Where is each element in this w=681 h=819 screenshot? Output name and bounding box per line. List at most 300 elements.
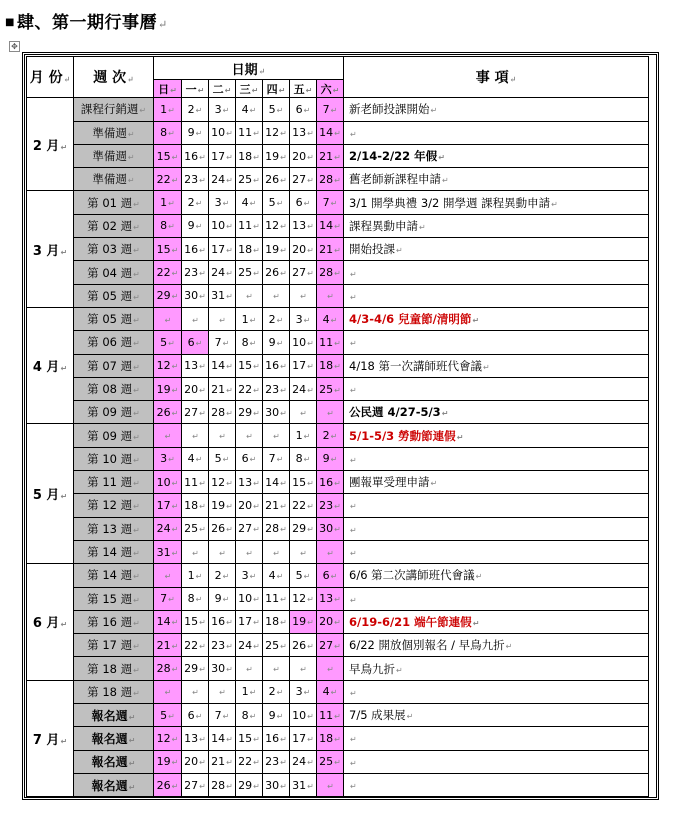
paragraph-mark-icon: ↵: [350, 782, 357, 792]
paragraph-mark-icon: ↵: [280, 129, 287, 139]
weekday-cell: [263, 80, 290, 98]
date-cell: [290, 144, 317, 167]
paragraph-mark-icon: ↵: [192, 432, 199, 442]
paragraph-mark-icon: ↵: [199, 478, 206, 488]
paragraph-mark-icon: ↵: [133, 292, 140, 302]
date-value: 18: [319, 359, 334, 373]
week-cell: [74, 634, 154, 657]
date-cell: [209, 261, 236, 284]
date-value: 22: [156, 266, 171, 280]
date-cell: [154, 168, 182, 191]
table-row: [27, 494, 649, 517]
paragraph-mark-icon: ↵: [334, 595, 341, 605]
paragraph-mark-icon: ↵: [330, 571, 338, 581]
date-cell: [236, 354, 263, 377]
date-value: 16: [265, 359, 280, 373]
paragraph-mark-icon: ↵: [330, 688, 338, 698]
date-value: 20: [292, 242, 307, 256]
date-value: 8: [187, 592, 195, 606]
event-cell: [344, 634, 649, 657]
paragraph-mark-icon: ↵: [192, 315, 199, 325]
table-row: [27, 634, 649, 657]
date-cell: [209, 307, 236, 330]
date-value: 16: [319, 475, 334, 489]
date-cell: [236, 447, 263, 470]
event-cell: [344, 121, 649, 144]
date-cell: [209, 424, 236, 447]
paragraph-mark-icon: ↵: [303, 571, 311, 581]
week-cell: [74, 401, 154, 424]
date-value: 23: [265, 755, 280, 769]
paragraph-mark-icon: ↵: [133, 642, 140, 652]
date-value: 16: [211, 615, 226, 629]
date-cell: [317, 540, 344, 563]
date-value: 11: [184, 475, 199, 489]
paragraph-mark-icon: ↵: [133, 246, 140, 256]
paragraph-mark-icon: ↵: [280, 758, 287, 768]
date-cell: [236, 261, 263, 284]
paragraph-mark-icon: ↵: [280, 269, 287, 279]
date-header: 日期↵: [154, 57, 344, 80]
date-cell: [317, 214, 344, 237]
date-cell: [317, 704, 344, 727]
paragraph-mark-icon: ↵: [280, 478, 287, 488]
date-cell: [236, 331, 263, 354]
paragraph-mark-icon: ↵: [307, 175, 314, 185]
date-cell: [209, 773, 236, 796]
paragraph-mark-icon: ↵: [171, 408, 179, 418]
week-cell: [74, 98, 154, 121]
date-cell: [263, 214, 290, 237]
paragraph-mark-icon: ↵: [60, 620, 68, 630]
date-cell: [154, 191, 182, 214]
date-value: 22: [184, 638, 199, 652]
date-cell: [209, 540, 236, 563]
date-cell: [290, 773, 317, 796]
paragraph-mark-icon: ↵: [168, 222, 175, 232]
date-value: 5: [268, 196, 276, 210]
paragraph-mark-icon: ↵: [334, 362, 341, 372]
table-row: [27, 284, 649, 307]
date-cell: [263, 773, 290, 796]
paragraph-mark-icon: ↵: [249, 338, 257, 348]
date-value: 1: [160, 102, 168, 116]
date-value: 14: [156, 615, 171, 629]
date-cell: [209, 98, 236, 121]
event-cell: [344, 750, 649, 773]
paragraph-mark-icon: ↵: [330, 432, 338, 442]
event-cell: [344, 727, 649, 750]
paragraph-mark-icon: ↵: [280, 734, 287, 744]
table-row: [27, 354, 649, 377]
date-cell: [290, 447, 317, 470]
paragraph-mark-icon: ↵: [222, 711, 230, 721]
week-label: 第 05 週: [87, 288, 133, 303]
date-cell: [154, 494, 182, 517]
date-value: 31: [292, 778, 307, 792]
date-value: 10: [292, 708, 307, 722]
paragraph-mark-icon: ↵: [307, 245, 314, 255]
week-cell: [74, 144, 154, 167]
weekday-label: 三: [239, 82, 251, 96]
date-cell: [154, 517, 182, 540]
paragraph-mark-icon: ↵: [276, 338, 284, 348]
week-cell: [74, 750, 154, 773]
paragraph-mark-icon: ↵: [430, 479, 438, 489]
date-cell: [236, 238, 263, 261]
weekday-cell: [317, 80, 344, 98]
date-cell: [317, 610, 344, 633]
date-value: 5: [214, 452, 222, 466]
paragraph-mark-icon: ↵: [276, 571, 284, 581]
date-cell: [317, 98, 344, 121]
paragraph-mark-icon: ↵: [222, 199, 230, 209]
date-cell: [290, 284, 317, 307]
date-value: 2: [214, 568, 222, 582]
paragraph-mark-icon: ↵: [280, 408, 287, 418]
paragraph-mark-icon: ↵: [300, 548, 307, 558]
date-cell: [290, 401, 317, 424]
date-value: 13: [238, 475, 253, 489]
date-cell: [182, 773, 209, 796]
paragraph-mark-icon: ↵: [334, 129, 341, 139]
date-cell: [154, 680, 182, 703]
paragraph-mark-icon: ↵: [280, 618, 287, 628]
date-cell: [209, 354, 236, 377]
event-text: 公民週 4/27-5/3: [349, 405, 441, 420]
paragraph-mark-icon: ↵: [276, 105, 284, 115]
week-cell: [74, 354, 154, 377]
date-value: 2: [187, 196, 195, 210]
date-value: 9: [322, 452, 330, 466]
date-value: 20: [319, 615, 334, 629]
date-cell: [317, 750, 344, 773]
date-value: 26: [156, 405, 171, 419]
date-cell: [290, 657, 317, 680]
date-value: 2: [268, 685, 276, 699]
paragraph-mark-icon: ↵: [199, 408, 206, 418]
date-cell: [236, 634, 263, 657]
week-label: 課程行銷週: [80, 102, 139, 117]
date-cell: [154, 354, 182, 377]
date-value: 21: [265, 498, 280, 512]
week-label: 準備週: [92, 149, 127, 164]
date-cell: [263, 680, 290, 703]
date-cell: [236, 610, 263, 633]
table-row: [27, 540, 649, 563]
paragraph-mark-icon: ↵: [133, 572, 140, 582]
date-value: 7: [322, 102, 330, 116]
date-cell: [182, 657, 209, 680]
date-value: 16: [184, 242, 199, 256]
date-cell: [154, 587, 182, 610]
paragraph-mark-icon: ↵: [280, 525, 287, 535]
paragraph-mark-icon: ↵: [192, 548, 199, 558]
date-cell: [182, 401, 209, 424]
week-label: 第 18 週: [87, 684, 133, 699]
date-value: 18: [265, 615, 280, 629]
date-cell: [236, 401, 263, 424]
paragraph-mark-icon: ↵: [164, 315, 172, 325]
event-cell: [344, 377, 649, 400]
paragraph-mark-icon: ↵: [133, 362, 140, 372]
paragraph-mark-icon: ↵: [350, 688, 357, 698]
date-value: 20: [238, 498, 253, 512]
paragraph-mark-icon: ↵: [350, 758, 357, 768]
date-cell: [209, 284, 236, 307]
paragraph-mark-icon: ↵: [60, 736, 68, 746]
table-row: [27, 238, 649, 261]
date-value: 7: [160, 592, 168, 606]
week-label: 第 09 週: [87, 428, 133, 443]
paragraph-mark-icon: ↵: [128, 759, 136, 769]
paragraph-mark-icon: ↵: [253, 385, 260, 395]
date-value: 7: [322, 196, 330, 210]
week-label: 準備週: [92, 172, 127, 187]
week-cell: [74, 424, 154, 447]
paragraph-mark-icon: ↵: [199, 292, 206, 302]
paragraph-mark-icon: ↵: [171, 665, 179, 675]
date-value: 4: [268, 568, 276, 582]
date-cell: [209, 727, 236, 750]
date-value: 18: [238, 149, 253, 163]
table-move-handle-icon[interactable]: ✥: [9, 41, 20, 52]
date-value: 17: [211, 149, 226, 163]
date-value: 11: [238, 219, 253, 233]
paragraph-mark-icon: ↵: [276, 688, 284, 698]
event-cell: [344, 307, 649, 330]
paragraph-mark-icon: ↵: [222, 571, 230, 581]
paragraph-mark-icon: ↵: [226, 618, 233, 628]
paragraph-mark-icon: ↵: [164, 432, 172, 442]
paragraph-mark-icon: ↵: [251, 85, 259, 95]
week-label: 第 14 週: [87, 545, 133, 560]
paragraph-mark-icon: ↵: [350, 386, 357, 395]
paragraph-mark-icon: ↵: [249, 315, 257, 325]
paragraph-mark-icon: ↵: [133, 665, 140, 675]
date-value: 6: [241, 452, 249, 466]
paragraph-mark-icon: ↵: [133, 549, 140, 559]
date-cell: [236, 121, 263, 144]
date-value: 11: [319, 335, 334, 349]
paragraph-mark-icon: ↵: [60, 142, 68, 152]
date-value: 12: [211, 475, 226, 489]
paragraph-mark-icon: ↵: [280, 222, 287, 232]
paragraph-mark-icon: ↵: [303, 199, 311, 209]
paragraph-mark-icon: ↵: [199, 618, 206, 628]
weekday-cell: [209, 80, 236, 98]
date-cell: [154, 377, 182, 400]
date-value: 1: [241, 312, 249, 326]
date-cell: [154, 98, 182, 121]
date-value: 17: [292, 359, 307, 373]
date-value: 6: [187, 335, 195, 349]
paragraph-mark-icon: ↵: [253, 758, 260, 768]
paragraph-mark-icon: ↵: [505, 642, 513, 652]
date-value: 30: [265, 405, 280, 419]
week-cell: [74, 773, 154, 796]
calendar-table: [26, 56, 649, 797]
date-cell: [236, 517, 263, 540]
date-value: 11: [265, 592, 280, 606]
date-value: 29: [292, 522, 307, 536]
week-cell: [74, 704, 154, 727]
date-value: 1: [295, 429, 303, 443]
table-row: [27, 587, 649, 610]
paragraph-mark-icon: ↵: [171, 548, 179, 558]
paragraph-mark-icon: ↵: [327, 408, 334, 418]
weekday-cell: [182, 80, 209, 98]
date-cell: [263, 307, 290, 330]
paragraph-mark-icon: ↵: [273, 548, 280, 558]
date-cell: [154, 634, 182, 657]
paragraph-mark-icon: ↵: [327, 781, 334, 791]
date-cell: [154, 610, 182, 633]
date-cell: [263, 540, 290, 563]
paragraph-mark-icon: ↵: [195, 222, 203, 232]
paragraph-mark-icon: ↵: [168, 129, 175, 139]
date-cell: [290, 634, 317, 657]
date-value: 1: [160, 196, 168, 210]
paragraph-mark-icon: ↵: [307, 152, 314, 162]
paragraph-mark-icon: ↵: [472, 316, 480, 326]
date-cell: [209, 657, 236, 680]
weekday-cell: [290, 80, 317, 98]
date-cell: [182, 331, 209, 354]
date-value: 7: [214, 708, 222, 722]
date-cell: [154, 657, 182, 680]
paragraph-mark-icon: ↵: [219, 315, 226, 325]
paragraph-mark-icon: ↵: [171, 781, 179, 791]
week-label: 第 18 週: [87, 661, 133, 676]
date-value: 3: [214, 196, 222, 210]
paragraph-mark-icon: ↵: [168, 455, 175, 465]
event-text: 團報單受理申請: [349, 475, 430, 490]
month-header: 月 份↵: [27, 57, 74, 98]
date-value: 22: [238, 755, 253, 769]
paragraph-mark-icon: ↵: [350, 735, 357, 745]
date-cell: [290, 354, 317, 377]
paragraph-mark-icon: ↵: [419, 222, 426, 232]
paragraph-mark-icon: ↵: [246, 665, 253, 675]
event-text: 4/18 第一次講師班代會議: [349, 358, 482, 373]
paragraph-mark-icon: ↵: [253, 501, 260, 511]
date-value: 1: [241, 685, 249, 699]
table-row: [27, 657, 649, 680]
date-cell: [317, 494, 344, 517]
date-cell: [263, 471, 290, 494]
paragraph-mark-icon: ↵: [334, 338, 341, 348]
date-cell: [209, 750, 236, 773]
paragraph-mark-icon: ↵: [334, 478, 341, 488]
paragraph-mark-icon: ↵: [195, 199, 203, 209]
date-value: 30: [319, 522, 334, 536]
week-cell: [74, 261, 154, 284]
paragraph-mark-icon: ↵: [192, 688, 199, 698]
week-label: 第 02 週: [87, 218, 133, 233]
table-row: [27, 773, 649, 796]
paragraph-mark-icon: ↵: [226, 245, 233, 255]
paragraph-mark-icon: ↵: [332, 85, 340, 95]
paragraph-mark-icon: ↵: [280, 385, 287, 395]
date-cell: [263, 284, 290, 307]
month-label: 3 月: [32, 243, 60, 259]
paragraph-mark-icon: ↵: [133, 595, 140, 605]
paragraph-mark-icon: ↵: [442, 176, 449, 186]
date-value: 15: [156, 242, 171, 256]
paragraph-mark-icon: ↵: [350, 269, 357, 279]
event-text: 課程異動申請: [349, 218, 418, 233]
paragraph-mark-icon: ↵: [199, 152, 206, 162]
page-title: ■ 肆、第一期行事曆↵: [5, 13, 168, 33]
date-cell: [209, 121, 236, 144]
paragraph-mark-icon: ↵: [253, 781, 260, 791]
date-value: 6: [322, 568, 330, 582]
date-cell: [209, 144, 236, 167]
paragraph-mark-icon: ↵: [195, 571, 203, 581]
date-cell: [209, 168, 236, 191]
date-cell: [317, 284, 344, 307]
week-cell: [74, 447, 154, 470]
date-cell: [182, 750, 209, 773]
date-value: 27: [292, 172, 307, 186]
date-value: 14: [211, 731, 226, 745]
date-value: 18: [319, 731, 334, 745]
date-cell: [290, 238, 317, 261]
event-text: 5/1-5/3 勞動節連假: [349, 428, 456, 443]
paragraph-mark-icon: ↵: [406, 712, 414, 722]
week-label: 第 01 週: [87, 195, 133, 210]
date-value: 13: [184, 359, 199, 373]
paragraph-mark-icon: ↵: [199, 665, 206, 675]
date-cell: [290, 168, 317, 191]
event-cell: [344, 704, 649, 727]
date-value: 15: [238, 359, 253, 373]
paragraph-mark-icon: ↵: [303, 432, 311, 442]
date-cell: [182, 634, 209, 657]
paragraph-mark-icon: ↵: [199, 501, 206, 511]
date-value: 29: [238, 405, 253, 419]
paragraph-mark-icon: ↵: [307, 501, 314, 511]
week-cell: [74, 121, 154, 144]
date-value: 8: [241, 708, 249, 722]
paragraph-mark-icon: ↵: [276, 455, 284, 465]
paragraph-mark-icon: ↵: [168, 595, 175, 605]
date-cell: [263, 750, 290, 773]
paragraph-mark-icon: ↵: [226, 385, 233, 395]
date-value: 26: [265, 172, 280, 186]
date-value: 8: [160, 126, 168, 140]
week-label: 報名週: [91, 708, 128, 723]
paragraph-mark-icon: ↵: [199, 175, 206, 185]
paragraph-mark-icon: ↵: [133, 525, 140, 535]
table-row: [27, 191, 649, 214]
paragraph-mark-icon: ↵: [350, 595, 357, 605]
paragraph-mark-icon: ↵: [307, 618, 314, 628]
date-cell: [209, 238, 236, 261]
table-row: [27, 144, 649, 167]
date-cell: [317, 471, 344, 494]
paragraph-mark-icon: ↵: [307, 222, 314, 232]
date-cell: [290, 307, 317, 330]
event-cell: [344, 471, 649, 494]
month-cell: [27, 564, 74, 680]
table-row: [27, 471, 649, 494]
paragraph-mark-icon: ↵: [253, 175, 260, 185]
paragraph-mark-icon: ↵: [226, 269, 233, 279]
date-value: 14: [319, 126, 334, 140]
week-cell: [74, 610, 154, 633]
